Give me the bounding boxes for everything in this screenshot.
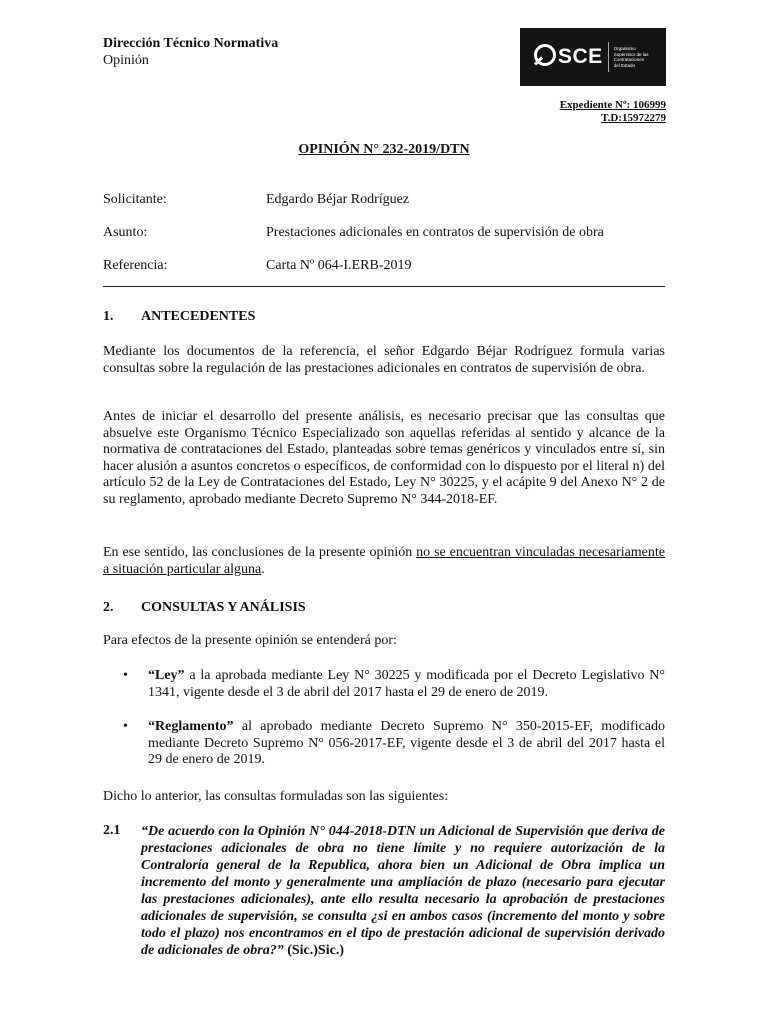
td-number: T.D:15972279 <box>601 112 666 124</box>
question-2-1: “De acuerdo con la Opinión N° 044-2018-DTN un Adicional de Supervisión que deriva de prestaciones adicionales de obra no tiene límite y no requiere autorización de la Contraloría general de la Republica, ahora bien un Adicional de Obra implica un incremento del monto y generalmente una ampliación de plazo (necesario para ejecutar las prestaciones adicionales), ante ello resulta necesario la aprobación de prestaciones adicionales de supervisión, se consulta ¿si en ambos casos (incremento del monto y sobre todo el plazo) nos encontramos en el tipo de prestación adicional de supervisión derivado de adicionales de obra?” (Sic.)Sic.) <box>141 824 665 958</box>
section-1-heading <box>103 309 255 325</box>
expediente-number: Expediente Nº: 106999 <box>559 99 666 111</box>
section-2-heading <box>103 600 306 616</box>
logo-text: SCE <box>558 45 603 68</box>
section-number: 2. <box>103 600 114 615</box>
document-type: Opinión <box>103 53 149 68</box>
section-2-intro: Para efectos de la presente opinión se entenderá por: <box>103 633 397 648</box>
bullet-dot-icon: • <box>123 668 128 683</box>
expediente-block <box>560 99 666 125</box>
meta-label: Solicitante: <box>103 192 167 207</box>
meta-value: Edgardo Béjar Rodríguez <box>266 192 410 207</box>
magnifier-icon <box>534 44 560 70</box>
section-title: ANTECEDENTES <box>141 309 256 324</box>
section-title: CONSULTAS Y ANÁLISIS <box>141 600 306 615</box>
underlined-phrase: no se encuentran vinculadas necesariamente a situación particular alguna <box>103 545 666 577</box>
meta-label: Asunto: <box>103 225 148 240</box>
osce-logo <box>520 28 666 86</box>
department-name: Dirección Técnico Normativa <box>103 36 279 51</box>
definition-reglamento: “Reglamento” al aprobado mediante Decreto Supremo N° 350-2015-EF, modificado mediante Decreto Supremo N° 056-2017-EF, vigente desde el 3 de abril del 2017 hasta el 29 de enero de 2019. <box>148 719 665 767</box>
section-1-paragraph-2: Antes de iniciar el desarrollo del presente análisis, es necesario precisar que las consultas que absuelve este Organismo Técnico Especializado son aquellas referidas al sentido y alcance de la normativa de contrataciones del Estado, planteadas sobre temas genéricos y vinculados entre sí, sin hacer alusión a asuntos concretos o específicos, de conformidad con lo dispuesto por el literal n) del artículo 52 de la Ley de Contrataciones del Estado, Ley N° 30225, y el acápite 9 del Anexo N° 2 de su reglamento, aprobado mediante Decreto Supremo N° 344-2018-EF. <box>103 409 665 507</box>
logo-tagline: Organismo Supervisor de las Contrataciones del Estado <box>613 46 649 68</box>
separator-line <box>103 286 665 287</box>
definition-term: “Reglamento” <box>148 719 234 734</box>
section-2-outro: Dicho lo anterior, las consultas formuladas son las siguientes: <box>103 789 449 804</box>
definition-term: “Ley” <box>148 668 185 683</box>
opinion-title: OPINIÓN N° 232-2019/DTN <box>298 142 470 157</box>
bullet-dot-icon: • <box>123 719 128 734</box>
meta-label: Referencia: <box>103 258 168 273</box>
meta-value: Prestaciones adicionales en contratos de supervisión de obra <box>266 225 604 240</box>
header-left <box>103 35 278 69</box>
logo-divider <box>608 42 609 72</box>
meta-value: Carta Nº 064-I.ERB-2019 <box>266 258 412 273</box>
definition-ley: “Ley” a la aprobada mediante Ley N° 30225 y modificada por el Decreto Legislativo N° 1341, vigente desde el 3 de abril del 2017 hasta el 29 de enero de 2019. <box>148 668 665 700</box>
section-number: 1. <box>103 309 114 324</box>
section-1-paragraph-1: Mediante los documentos de la referencia, el señor Edgardo Béjar Rodríguez formula varias consultas sobre la regulación de las prestaciones adicionales en contratos de supervisión de obra. <box>103 344 665 376</box>
section-1-paragraph-3: En ese sentido, las conclusiones de la presente opinión no se encuentran vinculadas necesariamente a situación particular alguna. <box>103 545 666 577</box>
question-number: 2.1 <box>103 823 121 838</box>
